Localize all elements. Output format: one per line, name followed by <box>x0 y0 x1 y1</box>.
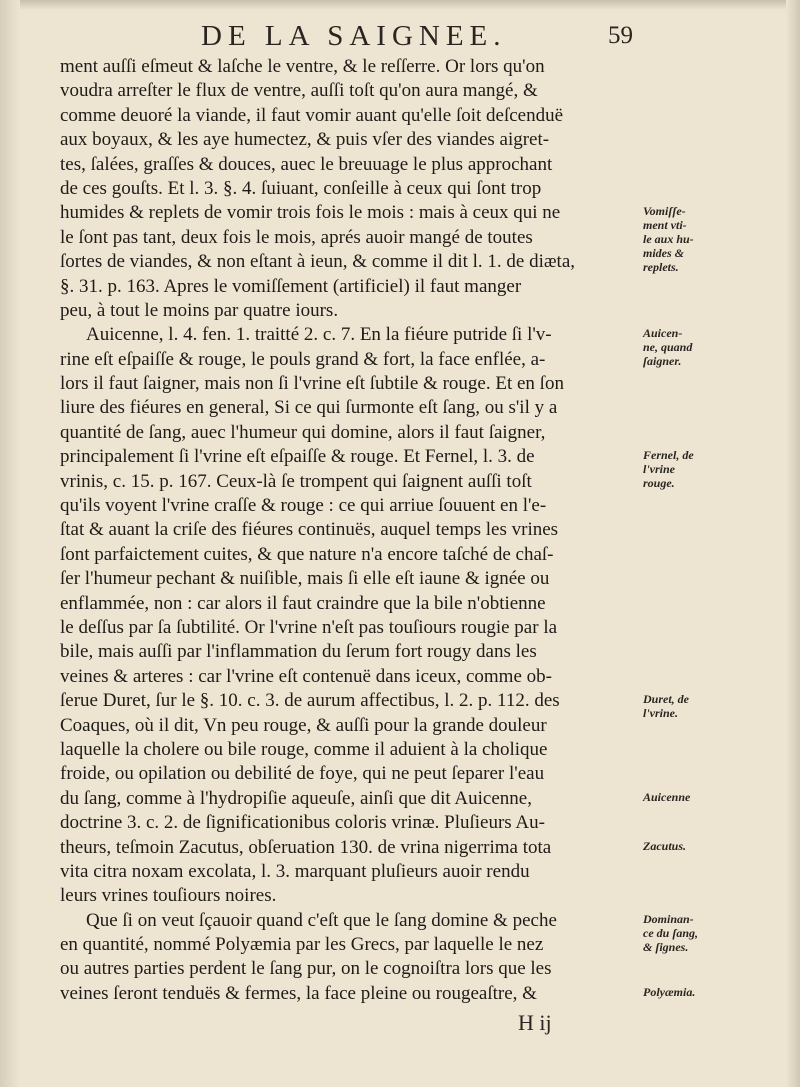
text-line: ſer l'humeur pechant & nuiſible, mais ſi elle eſt iaune & ignée ou <box>60 568 550 590</box>
page-number: 59 <box>608 22 633 49</box>
margin-note-line: Auicenne <box>643 790 691 804</box>
text-line: quantité de ſang, auec l'humeur qui domine, alors il faut ſaigner, <box>60 421 546 443</box>
text-line: Coaques, où il dit, Vn peu rouge, & auſſi pour la grande douleur <box>60 714 547 736</box>
text-line: de ces gouſts. Et l. 3. §. 4. ſuiuant, conſeille à ceux qui ſont trop <box>60 177 542 199</box>
margin-note-line: Duret, de <box>643 692 689 707</box>
margin-note-line: Vomiſſe- <box>643 204 686 219</box>
text-line: vita citra noxam excolata, l. 3. marquant pluſieurs auoir rendu <box>60 860 530 882</box>
margin-note-line: l'vrine <box>643 462 675 477</box>
margin-note-line: Fernel, de <box>643 448 694 463</box>
text-line: laquelle la cholere ou bile rouge, comme il aduient à la cholique <box>60 738 548 760</box>
margin-note-line: ce du ſang, <box>643 926 698 940</box>
text-line: veines & arteres : car l'vrine eſt contenuë dans iceux, comme ob- <box>60 665 552 687</box>
text-line: Auicenne, l. 4. fen. 1. traitté 2. c. 7. En la fiéure putride ſi l'v- <box>86 324 552 346</box>
text-line: liure des fiéures en general, Si ce qui ſurmonte eſt ſang, ou s'il y a <box>60 397 558 419</box>
text-line: aux boyaux, & les aye humectez, & puis vſer des viandes aigret- <box>60 129 550 151</box>
text-line: Que ſi on veut ſçauoir quand c'eſt que le ſang domine & peche <box>86 909 557 931</box>
margin-note-line: ment vti- <box>643 218 687 233</box>
margin-note-line: mides & <box>643 246 684 261</box>
text-line: enflammée, non : car alors il faut craindre que la bile n'obtienne <box>60 592 546 614</box>
margin-note-line: ne, quand <box>643 340 693 355</box>
text-line: ſerue Duret, ſur le §. 10. c. 3. de aurum affectibus, l. 2. p. 112. des <box>60 690 560 712</box>
text-line: du ſang, comme à l'hydropiſie aqueuſe, ainſi que dit Auicenne, <box>60 787 532 809</box>
text-line: ou autres parties perdent le ſang pur, on le cognoiſtra lors que les <box>60 958 552 980</box>
text-line: rine eſt eſpaiſſe & rouge, le pouls grand & fort, la face enflée, a- <box>60 348 546 370</box>
text-line: §. 31. p. 163. Apres le vomiſſement (artificiel) il faut manger <box>60 275 522 297</box>
text-line: qu'ils voyent l'vrine craſſe & rouge : ce qui arriue ſouuent en l'e- <box>60 495 547 517</box>
margin-note-line: replets. <box>643 260 679 275</box>
margin-note-line: Zacutus. <box>643 838 687 853</box>
text-line: veines ſeront tenduës & fermes, la face pleine ou rougeaſtre, & <box>60 982 537 1004</box>
text-line: ſont parfaictement cuites, & que nature n'a encore taſché de chaſ- <box>60 543 554 565</box>
text-line: vrinis, c. 15. p. 167. Ceux-là ſe trompent qui ſaignent auſſi toſt <box>60 470 532 492</box>
margin-note-line: le aux hu- <box>643 232 694 247</box>
text-line: froide, ou opilation ou debilité de foye, qui ne peut ſeparer l'eau <box>60 763 545 785</box>
text-line: voudra arreſter le flux de ventre, auſſi toſt qu'on aura mangé, & <box>60 80 538 102</box>
text-line: principalement ſi l'vrine eſt eſpaiſſe & rouge. Et Fernel, l. 3. de <box>60 446 535 468</box>
text-line: leurs vrines touſiours noires. <box>60 885 277 907</box>
text-line: ſtat & auant la criſe des fiéures continuës, auquel temps les vrines <box>60 519 559 541</box>
margin-note-line: rouge. <box>643 476 675 491</box>
margin-note-line: & ſignes. <box>643 940 689 954</box>
text-line: bile, mais auſſi par l'inflammation du ſerum fort rougy dans les <box>60 641 537 663</box>
text-line: comme deuoré la viande, il faut vomir auant qu'elle ſoit deſcenduë <box>60 104 564 126</box>
margin-note-line: Dominan- <box>643 912 694 926</box>
running-head: DE LA SAIGNEE. <box>201 20 507 52</box>
margin-note-line: Auicen- <box>643 326 683 341</box>
text-line: theurs, teſmoin Zacutus, obſeruation 130. de vrina nigerrima tota <box>60 836 552 858</box>
text-line: en quantité, nommé Polyæmia par les Grecs, par laquelle le nez <box>60 934 544 956</box>
signature-mark: H ij <box>518 1010 552 1035</box>
text-line: doctrine 3. c. 2. de ſignificationibus coloris vrinæ. Pluſieurs Au- <box>60 812 545 834</box>
text-line: tes, ſalées, graſſes & douces, auec le breuuage le plus approchant <box>60 153 553 175</box>
margin-notes <box>643 0 793 1087</box>
text-line: peu, à tout le moins par quatre iours. <box>60 299 339 321</box>
text-line: ſortes de viandes, & non eſtant à ieun, & comme il dit l. 1. de diæta, <box>60 251 576 273</box>
text-line: le deſſus par ſa ſubtilité. Or l'vrine n'eſt pas touſiours rougie par la <box>60 616 558 638</box>
body-text <box>60 55 660 1006</box>
margin-note-line: l'vrine. <box>643 706 678 721</box>
margin-note-line: ſaigner. <box>643 354 682 369</box>
text-line: humides & replets de vomir trois fois le mois : mais à ceux qui ne <box>60 202 561 224</box>
text-line: le ſont pas tant, deux fois le mois, aprés auoir mangé de toutes <box>60 226 533 248</box>
text-line: ment auſſi eſmeut & laſche le ventre, & le reſſerre. Or lors qu'on <box>60 56 545 77</box>
text-line: lors il faut ſaigner, mais non ſi l'vrine eſt ſubtile & rouge. Et en ſon <box>60 373 564 395</box>
page-left-edge <box>0 0 20 1087</box>
margin-note-line: Polyæmia. <box>643 985 696 1000</box>
